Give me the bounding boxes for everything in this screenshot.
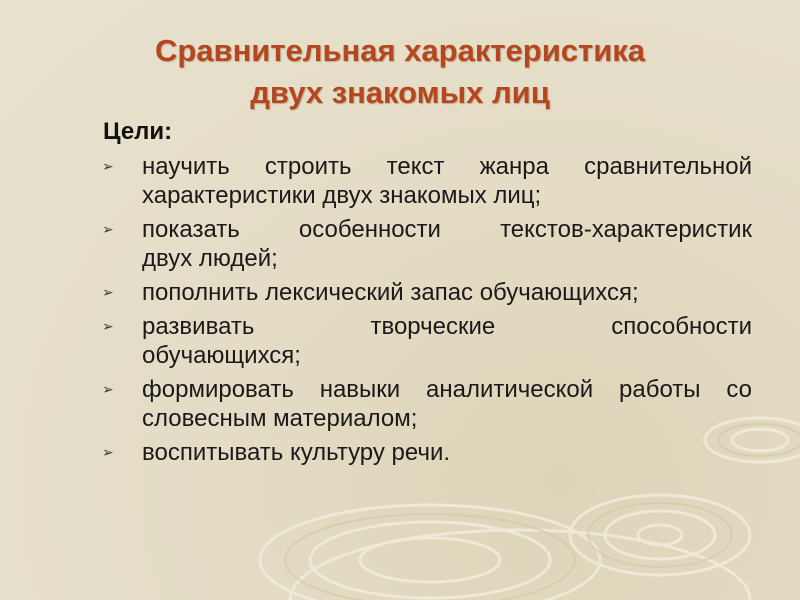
goal-line: словесным материалом; [142, 405, 418, 432]
goal-line: воспитывать культуру речи. [142, 439, 451, 466]
goal-line: научить строить текст жанра сравнительной [142, 153, 752, 180]
title-line-2: двух знакомых лиц [250, 75, 550, 110]
goal-line: обучающихся; [142, 342, 301, 369]
arrow-bullet-icon: ➢ [102, 444, 114, 460]
goal-line: показать особенности текстов-характеристик [142, 216, 752, 243]
goals-list [100, 152, 752, 472]
arrow-bullet-icon: ➢ [102, 318, 114, 334]
goal-line: пополнить лексический запас обучающихся; [142, 279, 639, 306]
goal-item [100, 278, 752, 307]
arrow-bullet-icon: ➢ [102, 381, 114, 397]
goal-item [100, 152, 752, 210]
arrow-bullet-icon: ➢ [102, 221, 114, 237]
goal-item [100, 438, 752, 467]
slide-title [60, 30, 740, 114]
goal-item [100, 215, 752, 273]
goal-item [100, 375, 752, 433]
goal-line: формировать навыки аналитической работы со [142, 376, 752, 403]
arrow-bullet-icon: ➢ [102, 158, 114, 174]
goal-line: характеристики двух знакомых лиц; [142, 182, 542, 209]
goal-item [100, 312, 752, 370]
arrow-bullet-icon: ➢ [102, 284, 114, 300]
goals-heading: Цели: [103, 118, 173, 145]
goal-line: двух людей; [142, 245, 278, 272]
goal-line: развивать творческие способности [142, 313, 752, 340]
title-line-1: Сравнительная характеристика [154, 33, 646, 68]
